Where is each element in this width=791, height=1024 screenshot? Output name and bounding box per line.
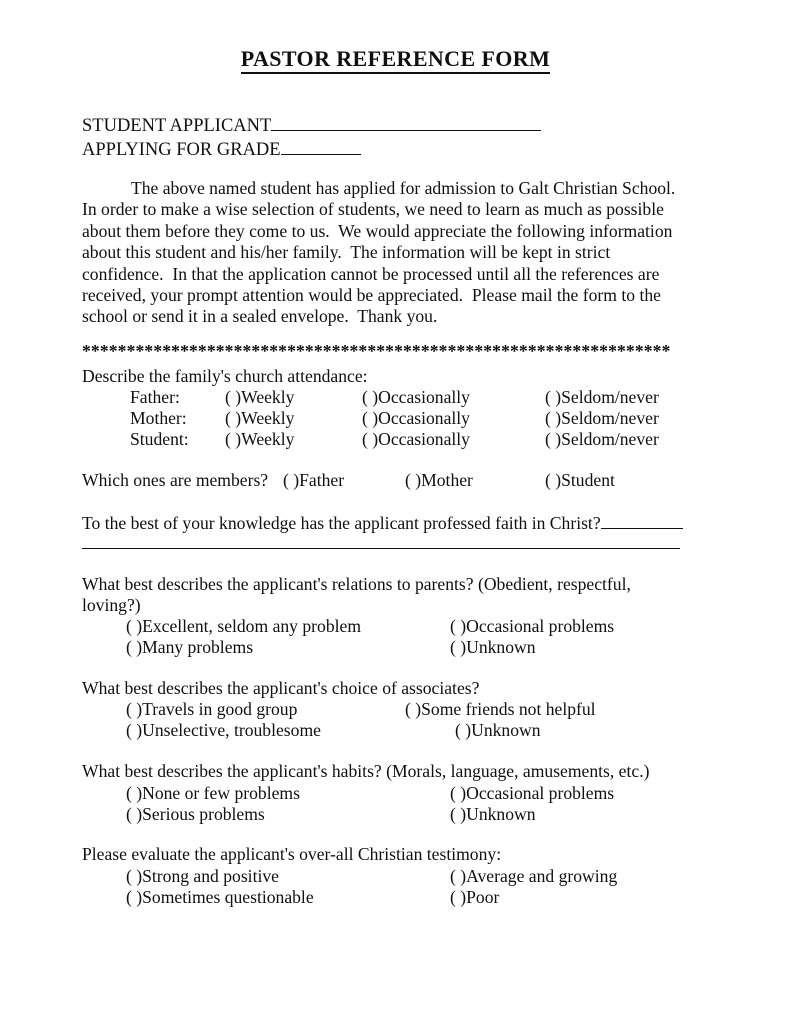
question-prompt-habits: What best describes the applicant's habits? (Morals, language, amusements, etc.) (82, 761, 650, 781)
attendance-option-mother-occasionally[interactable]: ( )Occasionally (362, 408, 470, 428)
members-option-student[interactable]: ( )Student (545, 470, 615, 490)
attendance-option-father-occasionally[interactable]: ( )Occasionally (362, 387, 470, 407)
question-options-row-habits-1 (82, 783, 690, 804)
question-options-row-associates-2 (82, 720, 690, 741)
option-sometimes-questionable[interactable]: ( )Sometimes questionable (126, 887, 314, 907)
attendance-option-mother-weekly[interactable]: ( )Weekly (225, 408, 295, 428)
question-options-row-relations-2 (82, 637, 690, 658)
attendance-option-student-seldom-never[interactable]: ( )Seldom/never (545, 429, 659, 449)
members-option-mother[interactable]: ( )Mother (405, 470, 473, 490)
question-prompt-relations-to-parents: What best describes the applicant's relations to parents? (Obedient, respectful, loving?) (82, 574, 631, 616)
question-options-row-associates-1 (82, 699, 690, 720)
question-prompt-christian-testimony: Please evaluate the applicant's over-all Christian testimony: (82, 844, 502, 864)
option-strong-and-positive[interactable]: ( )Strong and positive (126, 866, 279, 886)
option-unselective-troublesome[interactable]: ( )Unselective, troublesome (126, 720, 321, 740)
attendance-row-father (82, 387, 690, 408)
option-excellent-seldom-any-problem[interactable]: ( )Excellent, seldom any problem (126, 616, 361, 636)
attendance-label-mother: Mother: (130, 408, 187, 428)
attendance-option-father-weekly[interactable]: ( )Weekly (225, 387, 295, 407)
faith-question-label: To the best of your knowledge has the applicant professed faith in Christ? (82, 513, 601, 534)
option-occasional-problems-relations[interactable]: ( )Occasional problems (450, 616, 615, 636)
student-applicant-input[interactable] (271, 113, 541, 131)
option-average-and-growing[interactable]: ( )Average and growing (450, 866, 618, 886)
question-prompt-choice-of-associates: What best describes the applicant's choice of associates? (82, 678, 480, 698)
faith-question-block (82, 512, 690, 535)
student-applicant-label: STUDENT APPLICANT (82, 116, 272, 137)
option-many-problems[interactable]: ( )Many problems (126, 637, 254, 657)
attendance-label-student: Student: (130, 429, 189, 449)
page-title (0, 46, 791, 72)
question-options-row-habits-2 (82, 804, 690, 825)
members-option-father[interactable]: ( )Father (283, 470, 345, 490)
faith-answer-input-line-1[interactable] (601, 512, 683, 529)
question-options-row-testimony-2 (82, 887, 690, 908)
option-unknown-associates[interactable]: ( )Unknown (455, 720, 541, 740)
page-title-text: PASTOR REFERENCE FORM (241, 46, 551, 74)
option-some-friends-not-helpful[interactable]: ( )Some friends not helpful (405, 699, 596, 719)
intro-paragraph: The above named student has applied for admission to Galt Christian School. In order to make a wise selection of students, we need to learn as much as possible about them before they come to us. We would appreciate the following information about this student and his/her family. The information will be kept in strict confidence. In that the application cannot be processed until all the references are received, your prompt attention would be appreciated. Please mail the form to the school or send it in a sealed envelope. Thank you. (82, 178, 685, 327)
student-applicant-field (82, 113, 541, 137)
option-serious-problems[interactable]: ( )Serious problems (126, 804, 265, 824)
applying-for-grade-label: APPLYING FOR GRADE (82, 140, 281, 161)
option-none-or-few-problems[interactable]: ( )None or few problems (126, 783, 300, 803)
attendance-option-father-seldom-never[interactable]: ( )Seldom/never (545, 387, 659, 407)
option-occasional-problems-habits[interactable]: ( )Occasional problems (450, 783, 615, 803)
attendance-row-mother (82, 408, 690, 429)
attendance-option-student-occasionally[interactable]: ( )Occasionally (362, 429, 470, 449)
members-prompt: Which ones are members? (82, 470, 269, 490)
applying-for-grade-field (82, 137, 361, 161)
attendance-prompt: Describe the family's church attendance: (82, 366, 368, 386)
option-unknown-relations[interactable]: ( )Unknown (450, 637, 536, 657)
attendance-option-mother-seldom-never[interactable]: ( )Seldom/never (545, 408, 659, 428)
question-options-row-relations-1 (82, 616, 690, 637)
question-options-row-testimony-1 (82, 866, 690, 887)
attendance-option-student-weekly[interactable]: ( )Weekly (225, 429, 295, 449)
faith-answer-input-line-2[interactable] (82, 548, 680, 549)
option-poor[interactable]: ( )Poor (450, 887, 500, 907)
members-row (82, 470, 690, 491)
applying-for-grade-input[interactable] (281, 137, 361, 155)
asterisk-divider: ****************************************************************** (82, 341, 671, 361)
option-travels-in-good-group[interactable]: ( )Travels in good group (126, 699, 298, 719)
option-unknown-habits[interactable]: ( )Unknown (450, 804, 536, 824)
attendance-row-student (82, 429, 690, 450)
attendance-label-father: Father: (130, 387, 180, 407)
